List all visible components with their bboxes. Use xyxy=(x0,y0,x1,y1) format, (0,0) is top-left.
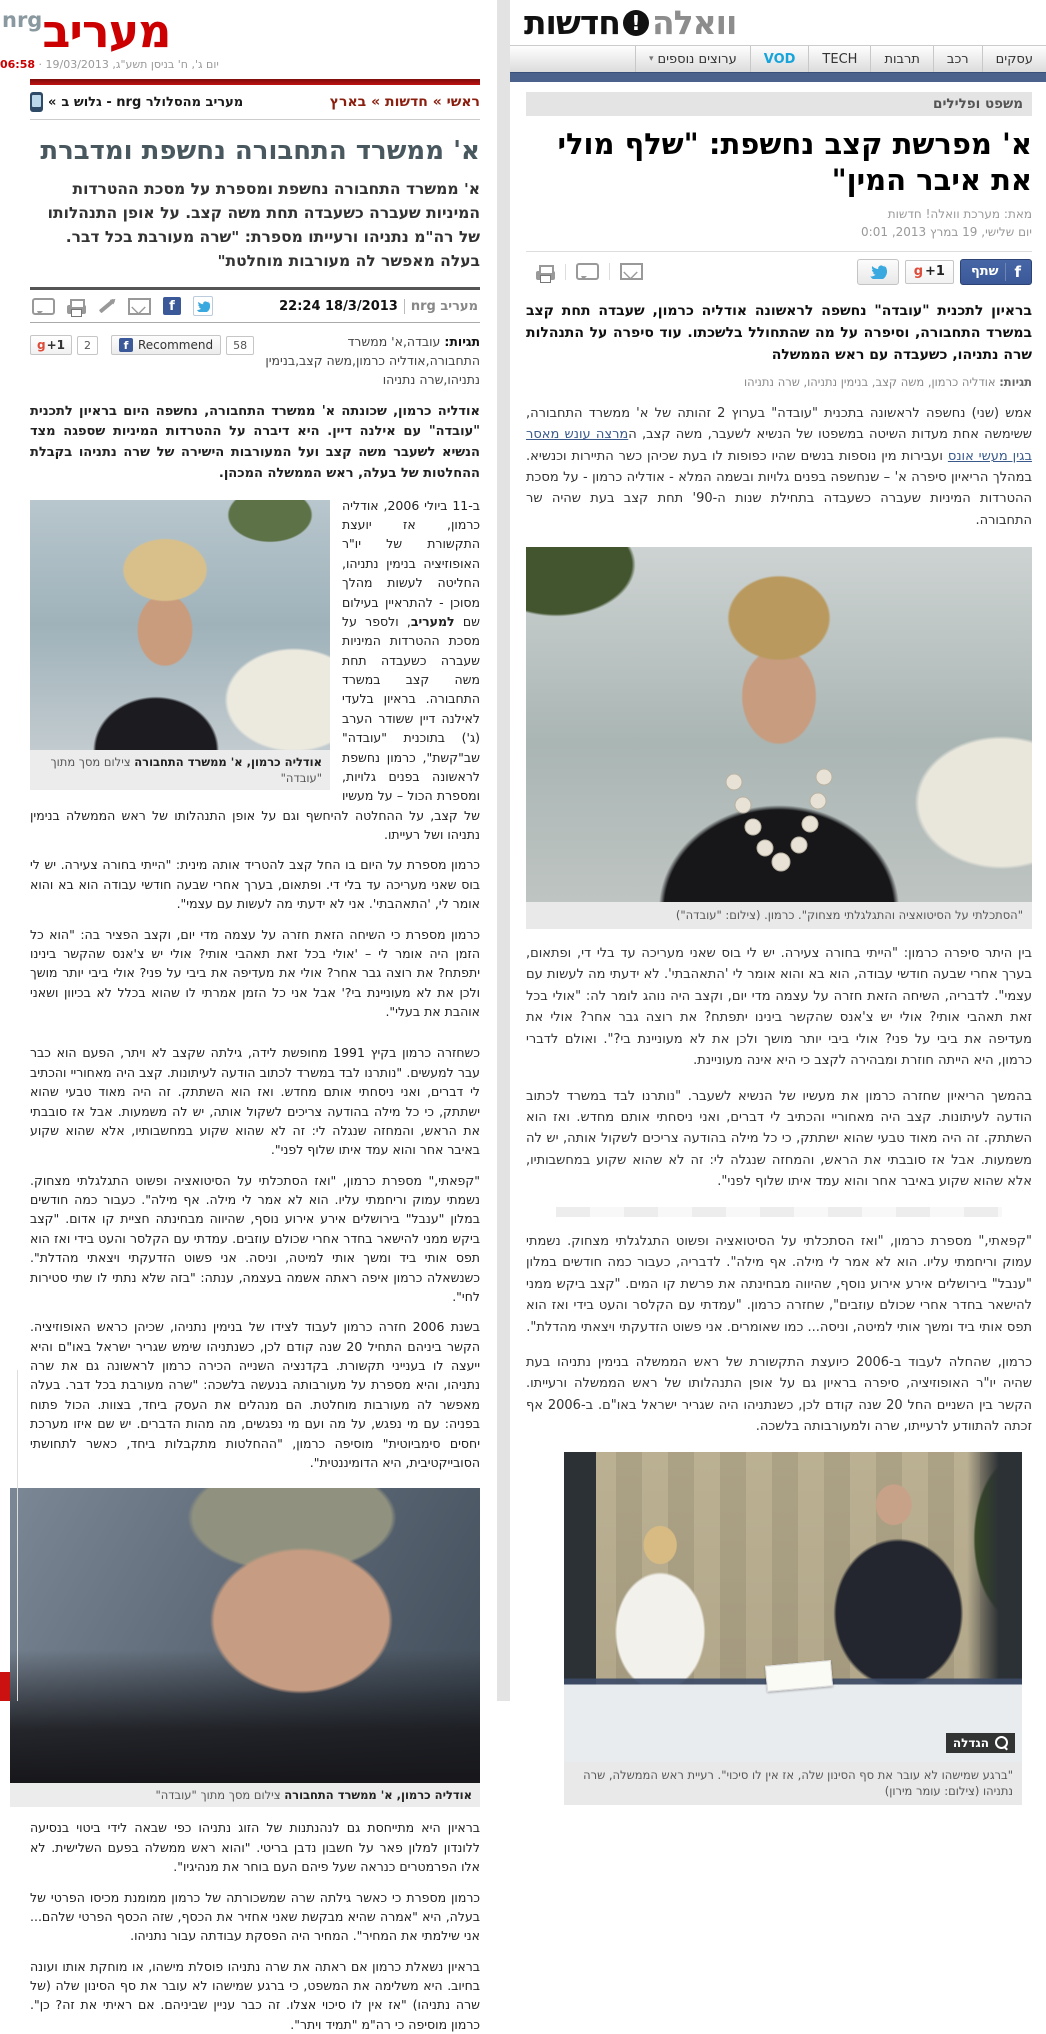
gplus-plus-label: +1 xyxy=(46,338,65,353)
photo-caption: "הסתכלתי על הסיטואציה והתגלגלתי מצחוק". כרמון. (צילום: "עובדה") xyxy=(526,902,1032,929)
photo-caption xyxy=(30,750,330,790)
enlarge-label: הגדלה xyxy=(952,1735,989,1750)
tags-label: תגיות: xyxy=(999,374,1032,389)
byline: מאת: מערכת וואלה! חדשות xyxy=(887,206,1032,221)
figure-odelia-interview xyxy=(30,500,330,790)
nrg-logo-text: nrg xyxy=(2,8,43,32)
mobile-link-label: גלוש ב - nrg מעריב מהסלולר xyxy=(61,94,244,110)
figure-netanyahu-couple xyxy=(564,1452,1022,1805)
breadcrumb[interactable] xyxy=(330,94,480,110)
recommend-count: 58 xyxy=(226,336,254,355)
section-law-crime[interactable]: משפט ופלילים xyxy=(526,92,1032,116)
gplus-plus-label: +1 xyxy=(925,264,945,279)
red-divider-bar xyxy=(30,79,480,85)
nrg-article-toolbar xyxy=(30,287,480,323)
tab-tech[interactable]: TECH xyxy=(808,46,870,72)
gplus-one-button[interactable] xyxy=(905,260,954,284)
breadcrumb-trail: ראשי » חדשות » בארץ xyxy=(329,94,480,110)
tags-list[interactable]: עובדה,א' ממשרד התחבורה,אודליה כרמון,משה קצב,בנימין נתניהו,שרה נתניהו xyxy=(265,334,480,387)
source-brand: nrg מעריב xyxy=(404,299,478,314)
share-label: שתף xyxy=(970,264,999,279)
email-icon[interactable] xyxy=(128,298,151,315)
laquo-arrow: « xyxy=(48,94,57,110)
publish-datetime: 22:24 18/3/2013 xyxy=(279,298,398,314)
photo-caption: "ברגע שמישהו לא עובר את סף הסינון שלה, אז אין לו סיכוי". רעיית ראש הממשלה, שרה נתניהו (צילום: עומר מירון) xyxy=(564,1762,1022,1805)
photo-odelia-karmon-pearls xyxy=(526,547,1032,902)
walla-news-text: חדשות xyxy=(524,3,620,42)
caption-credit: צילום מסך מתוך "עובדה" xyxy=(50,754,322,785)
walla-header xyxy=(510,0,1046,42)
paragraph: אמש (שני) נחשפה לראשונה בתכנית "עובדה" בערוץ 2 זהותה של א' ממשרד התחבורה, ששימשה אחת מעדות השיטה במשפטו של הנשיא לשעבר, משה קצב, המרצה עונש מאסר בגין מעשי אונס ועבירות מין נוספות בנשים שהיו כפופות לו בעת שכיהן כשר התיירות וכנשיא. במהלך הריאיון סיפרה א' – שנחשפה בפנים גלויות ובשמה המלא - אודליה כרמון - על מסכת ההטרדות המיניות שעברה כשעבדה בתחילת שנות ה-90' תחת קצב בעת שהיה שר התחבורה. xyxy=(526,405,1032,528)
photo-odelia-karmon-closeup xyxy=(10,1488,480,1783)
walla-article xyxy=(510,92,1046,1805)
photo-caption xyxy=(10,1783,480,1807)
hebrew-date: · יום ג', ח' בניסן תשע"ג, 19/03/2013 xyxy=(38,58,219,71)
paragraph: בראיון נשאלת כרמון אם ראתה את שרה נתניהו פוסלת מישהו, או מוחקת אותו ועונה בחיוב. היא משלימה את המשפט, כי ברגע שמישהו לא עובר את סף הסינון שלה (של שרה נתניהו) "אז אין לו סיכוי אצלו. זה כבר עניין שביניהם. אם ראיתי את זה? כן". כרמון מוסיפה כי רה"מ "תמיד ויתר". xyxy=(30,1958,480,2032)
tab-vod[interactable]: VOD xyxy=(750,46,809,72)
caption-credit: צילום מסך מתוך "עובדה" xyxy=(155,1788,281,1803)
paragraph: בין היתר סיפרה כרמון: "הייתי בחורה צעירה. יש לי בוס שאני מעריכה עד בלי די, ופתאום, בערך אחרי שבעה חודשי עבודה, הוא בא והוא אומר לי 'התאהבתי'. לא ידעתי מה לעשות עם עצמי". לדבריה, השיחה הזאת חזרה על עצמה מדי יום, וקצב היה נוהג לומר לה: "אולי בכל זאת תאהבי אותי? אולי יש צ'אנס שהקשר בינינו יתפתח? את רוצה גבר אחר? אולי את מעדיפה את ביבי על פני? אולי ביבי יותר מושך ולכן את לא מעוניינת בי?". ואולם לדברי כרמון, היא הייתה חוזרת ומבהירה לקצב כי היא אינה מעוניינת. xyxy=(526,945,1032,1069)
walla-nav-bar xyxy=(510,45,1046,72)
paragraph: בשנת 2006 חזרה כרמון לעבוד לצידו של בנימין נתניהו, שכיהן כראש האופוזיציה. הקשר ביניהם התחיל 20 שנה קודם לכן, כשנתניהו שימש שגריר ישראל באו"ם והיא ייעצה לו בענייני תקשורת. בקדנציה השנייה הכירה כרמון לראשונה גם את שרה נתניהו, והיא מספרת על מעורבותה בנעשה בלשכה: "שרה מעורבת בכל דבר. בעלה מאפשר לה מעורבות מוחלטת. הם מנהלים את העסק ביחד, בצוות. הכול פתוח בפניה: עם מי נפגש, על מה ועם מי נפגשים, מה מהות הדברים. יש שם איזו מערכת יחסים סימביוטית" מוסיפה כרמון, "ההחלטות מתקבלות ביחד, כאשר לתחושתי הסובייקטיבית, היא הדומיננטית". xyxy=(30,1319,481,1470)
current-time: 06:58 xyxy=(0,58,36,71)
email-icon[interactable] xyxy=(620,263,643,280)
tags-list[interactable]: אודליה כרמון, משה קצב, בנימין נתניהו, שרה נתניהו xyxy=(744,374,996,389)
comments-icon[interactable] xyxy=(576,263,599,280)
facebook-share-button[interactable] xyxy=(960,259,1032,285)
source-datetime xyxy=(279,299,478,314)
figure-odelia-closeup xyxy=(10,1488,480,1807)
article-tags xyxy=(526,375,1032,389)
gplus-g-glyph: g xyxy=(913,264,923,279)
gplus-g-glyph: g xyxy=(37,338,46,353)
print-icon[interactable] xyxy=(536,271,555,280)
magnifier-icon xyxy=(995,1736,1008,1749)
paragraph: ב-11 ביולי 2006, אודליה כרמון, אז יועצת התקשורת של יו"ר האופוזיציה בנימין נתניהו, החליטה לעשות מהלך מסוכן - להתראיין בעילום שם למעריב, ולספר על מסכת ההטרדות המיניות שעברה כשעבדה תחת משה קצב במשרד התחבורה. בראיון בלעדי לאילנה דיין ששודר הערב (ג') בתוכנית "עובדה" שב"קשת", כרמון נחשפת לראשונה בפנים גלויות, ומספרת הכול – על מעשיו של קצב, על ההחלטה להיחשף וגם על אופן התנהלותו של ראש הממשלה בנימין נתניהו ושל רעייתו. xyxy=(30,497,480,843)
sidebar-divider-line xyxy=(17,1370,18,1701)
paragraph: "קפאתי," מספרת כרמון, "ואז הסתכלתי על הסיטואציה ופשוט התגלגלתי מצחוק. נשמתי עמוק וריחמתי עליו. הוא לא אמר לי מילה. אף מילה". לדבריה, כעבור כמה חודשים במלון "ענבל" בירושלים אירע אירוע נוסף, שהיווה מבחינתה את פרשת קו המים. "קצב ביקש ממני להישאר בחדר אחרי שכולם עוזבים", שחזרה כרמון. "עמדתי עם הקלסר והעט בידי ואז הוא תפס אותי ביד ומשך אותי למיטה, וניסה... כמו שאומרים. אני פשוט הזדעקתי ויצאתי מהדלת". xyxy=(526,1233,1032,1335)
mobile-phone-icon xyxy=(30,92,43,112)
tags-label: תגיות: xyxy=(444,334,480,350)
date-time-line xyxy=(0,58,219,71)
walla-news-logo[interactable] xyxy=(510,3,1036,42)
pearl-necklace-decoration xyxy=(526,547,1032,902)
send-to-friend-icon[interactable] xyxy=(99,299,115,314)
print-icon[interactable] xyxy=(67,305,86,314)
tab-business[interactable]: עסקים xyxy=(982,46,1046,72)
maariv-logo-text: מעריב xyxy=(42,4,171,58)
photo-odelia-karmon-interview xyxy=(30,500,330,750)
rape-conviction-link[interactable]: מרצה עונש מאסר בגין מעשי אונס xyxy=(526,427,1032,464)
paragraph: "קפאתי," מספרת כרמון, "ואז הסתכלתי על הסיטואציה ופשוט התגלגלתי מצחוק. נשמתי עמוק וריחמתי עליו. הוא לא אמר לי מילה. אף מילה". כעבור כמה חודשים במלון "ענבל" בירושלים אירע אירוע נוסף, שהיווה מבחינתה חציית קו אדום. "קצב ביקש ממני להישאר בחדר אחרי שכולם עוזבים. עמדתי עם הקלסר והעט בידי ואז הוא תפס אותי ביד ומשך אותי למיטה, וניסה. אני פשוט הזדעקתי ויצאתי מהדלת". כשנשאלה כרמון איפה ראתה אשמה בעצמה, ענתה: "בזה שלא נתתי לו שתי סטירות לחי". xyxy=(30,1172,480,1304)
publish-date: יום שלישי, 19 במרץ 2013, 0:01 xyxy=(861,224,1032,239)
ad-placeholder-strip xyxy=(556,1207,1002,1217)
paragraph: כרמון, שהחלה לעבוד ב-2006 כיועצת התקשורת של ראש הממשלה בנימין נתניהו בעת שהיה יו"ר האופוזיציה, סיפרה בראיון גם על אופן התנהלותו של ראש הממשלה ורעייתו. הקשר בין השניים החל 20 שנה קודם לכן, כשנתניהו היה שגריר ישראל באו"ם. ב-2006 אף זכתה להתוודע לרעייתו, שרה ולמעורבותה בלשכה. xyxy=(526,1354,1033,1435)
paragraph: כרמון מספרת כי כאשר גילתה שרה שמשכורתה של כרמון ממומנת מכיסו הפרטי של בעלה, היא "אמרה שהיא מבקשת שאני אחזיר את הכסף, שזה הכסף הפרטי שלהם... אני שילמתי את המחיר". המחיר היה הפסקת עבודתה עבור נתניהו. xyxy=(30,1889,480,1944)
walla-brand-text: וואלה xyxy=(651,3,737,42)
tab-more-channels[interactable]: ערוצים נוספים ▾ xyxy=(635,46,750,72)
nrg-article-subhead: א' ממשרד התחבורה נחשפת ומספרת על מסכת ההטרדות המיניות שעברה כשעבדה תחת משה קצב. על אופן התנהלותו של רה"מ נתניהו ורעייתו מספרת: "שרה מעורבת בכל דבר. בעלה מאפשר לה מעורבות מוחלטת" xyxy=(47,180,480,271)
caption-name: אודליה כרמון, א' ממשרד התחבורה xyxy=(284,1788,472,1803)
figure-karmon-portrait xyxy=(526,547,1032,929)
paragraph: כשחזרה כרמון בקיץ 1991 מחופשת לידה, גילתה שקצב לא ויתר, הפעם הוא כבר עבר למעשים. "נותרנו לבד במשרד לכתוב הודעה לעיתונות. קצב היה מאחוריי והכתיב לי דברים, ואני ניסחתי אותם מחדש. ואז הוא השתתק. זה היה מאוד טבעי שהוא ישתתק, כי כל מילה בהודעה צריכים לשקול אותה, יש לה משמעות. אבל אז סובבתי את הראש, והמחזה שנגלה לי: זה לא שהוא שקוע במחשבותיו, אלא שהוא שקוע באיבר אחר והוא עמד איתו שלוף לפני". xyxy=(30,1045,480,1158)
walla-article-title: א' מפרשת קצב נחשפת: "שלף מולי את איבר המין" xyxy=(557,127,1032,198)
paragraph: כרמון מספרת על היום בו החל קצב להטריד אותה מינית: "הייתי בחורה צעירה. יש לי בוס שאני מעריכה עד בלי די. ופתאום, בערך אחרי שבעה חודשי עבודה הוא בא והוא אומר לי, 'התאהבתי'. אני לא ידעתי מה לעשות עם עצמי". xyxy=(30,857,480,912)
nrg-maariv-page xyxy=(0,0,497,2032)
article-tags xyxy=(262,333,480,389)
photo-sara-and-benjamin-netanyahu[interactable] xyxy=(564,1452,1022,1762)
enlarge-image-button[interactable] xyxy=(946,1733,1015,1753)
comments-icon[interactable] xyxy=(32,298,55,315)
gplus-one-button[interactable] xyxy=(30,335,72,355)
maariv-bold-mention: למעריב xyxy=(410,613,455,629)
share-toolbar xyxy=(526,252,1032,292)
twitter-icon[interactable] xyxy=(193,296,213,316)
blue-divider-bar xyxy=(510,72,1046,82)
facebook-icon: f xyxy=(119,338,133,352)
twitter-share-button[interactable] xyxy=(857,259,899,285)
walla-article-body xyxy=(526,403,1032,1805)
caption-name: אודליה כרמון, א' ממשרד התחבורה xyxy=(134,754,322,769)
paragraph: כרמון מספרת כי השיחה הזאת חזרה על עצמה מדי יום, וקצב הפציר בה: "הוא כל הזמן היה אומר לי – 'אולי בכל זאת תאהבי אותי? אולי יש צ'אנס שהקשר בינינו יתפתח? את רוצה גבר אחר? אולי את מעדיפה את ביבי על פני? אולי ביבי יותר מושך ולכן את לא מעוניינת בי?' אבל אני כל הזמן אמרתי לו שהוא בכלל לא בכיוון ושאני אוהבת את בעלי". xyxy=(30,926,480,1020)
tab-cars[interactable]: רכב xyxy=(933,46,982,72)
walla-news-page xyxy=(497,0,1046,1799)
facebook-icon[interactable]: f xyxy=(163,297,181,315)
table-name-placard xyxy=(765,1660,833,1692)
paragraph: בראיון היא מתייחסת גם לנהנתנות של הזוג נתניהו כפי שבאה לידי ביטוי בנסיעה ללונדון למלון פאר על חשבון נדבן בריטי. "והוא ראש ממשלה בפעם השלישית. לא אלו הפרמטרים כנראה שעל פיהם העם בוחר את מנהיגיו". xyxy=(30,1820,480,1875)
recommend-label: Recommend xyxy=(138,338,214,353)
tab-culture[interactable]: תרבות xyxy=(870,46,932,72)
nrg-article-body xyxy=(30,496,480,2034)
facebook-recommend-button[interactable] xyxy=(111,335,221,355)
gplus-count: 2 xyxy=(77,336,98,355)
walla-bang-icon: ! xyxy=(623,10,649,36)
accessibility-widget-sliver[interactable] xyxy=(0,1672,10,1701)
nrg-maariv-logo[interactable] xyxy=(0,4,171,58)
walla-article-lead: בראיון לתכנית "עובדה" נחשפה לראשונה אודליה כרמון, שעבדה תחת קצב במשרד התחבורה, וסיפרה על מה שהתחולל בלשכתו. עוד סיפרה על התנהלות שרה נתניהו, כשעבדה עם ראש הממשלה xyxy=(526,302,1032,364)
paragraph: בהמשך הריאיון שחזרה כרמון את מעשיו של הנשיא לשעבר. "נותרנו לבד במשרד לכתוב הודעה לעיתונות. קצב היה מאחוריי והכתיב לי דברים, ואני ניסחתי אותם מחדש. ואז הוא השתתק. זה היה מאוד טבעי שהוא ישתתק, כי כל מילה בהודעה צריכים לשקול אותה, יש לה משמעות. אבל אז סובבתי את הראש, והמחזה שנגלה לי: זה לא שהוא שקוע במחשבותיו, אלא שהוא שקוע באיבר אחר והוא עמד איתו שלוף לפני". xyxy=(526,1088,1032,1190)
facebook-icon: f xyxy=(1005,263,1021,281)
nrg-article-lead: אודליה כרמון, שכונתה א' ממשרד התחבורה, נחשפה היום בראיון לתכנית "עובדה" עם אילנה דיין. היא דיברה על ההטרדות המיניות שספגה מצד הנשיא לשעבר משה קצב ועל המעורבות הישירה של שרה נתניהו בקבלת ההחלטות של בעלה, ראש הממשלה המכהן. xyxy=(30,403,480,481)
mobile-site-link[interactable] xyxy=(30,92,243,112)
nrg-header xyxy=(0,0,497,120)
nrg-article-title: א' ממשרד התחבורה נחשפת ומדברת xyxy=(40,136,480,166)
